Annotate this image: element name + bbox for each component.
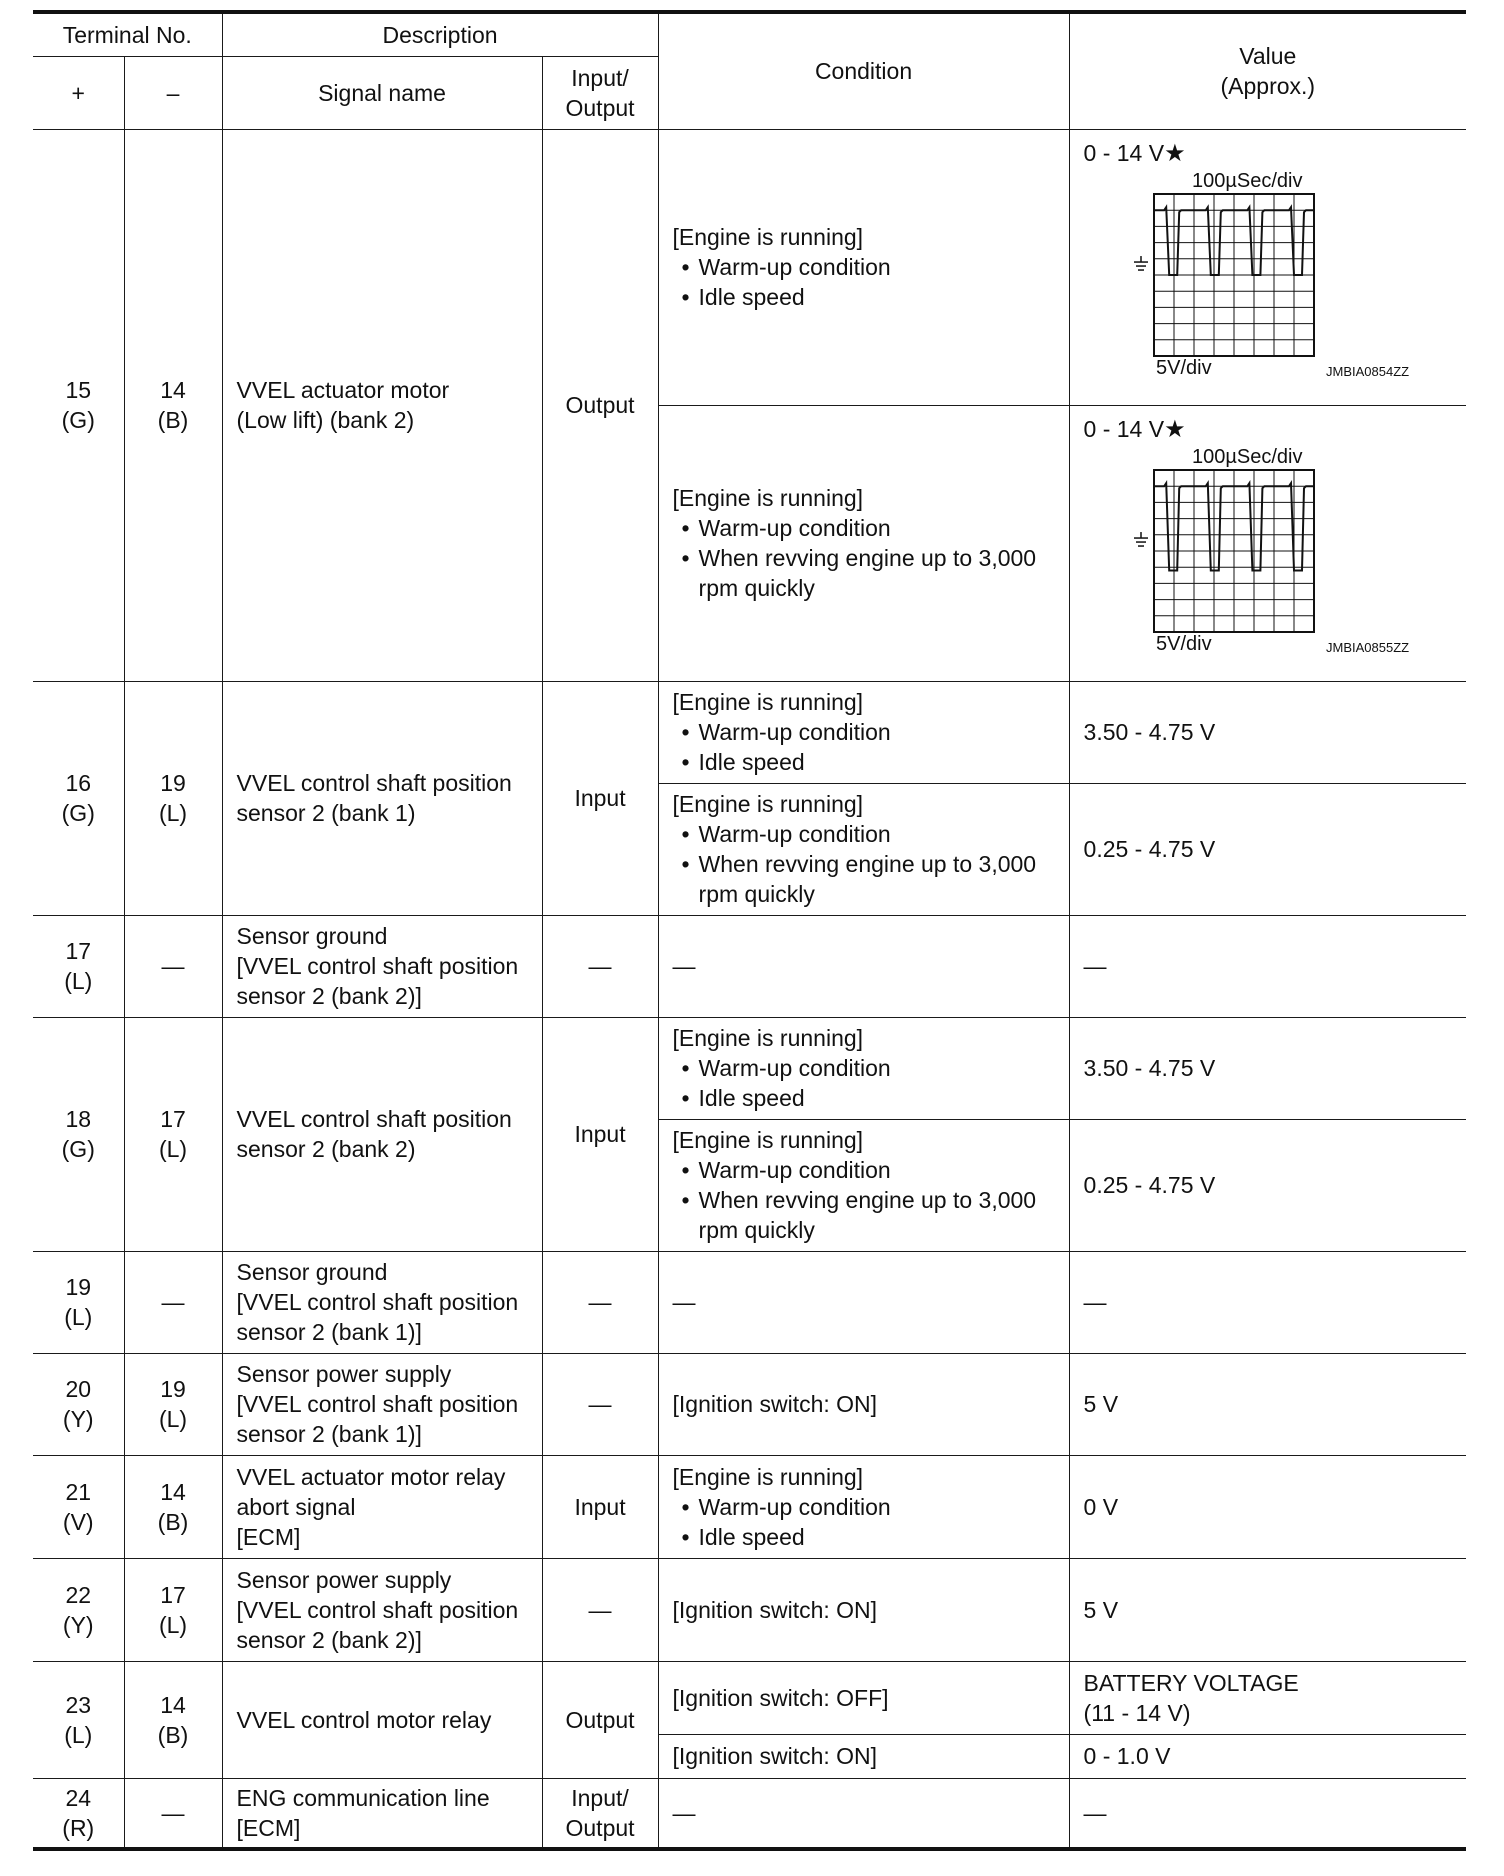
io-type-line: — <box>588 1596 612 1623</box>
io-type <box>542 1558 658 1661</box>
signal-name-line: VVEL actuator motor relay <box>236 1463 506 1490</box>
signal-name-line: Sensor power supply <box>236 1361 452 1387</box>
terminal-plus-line: 22 <box>65 1581 92 1608</box>
signal-name-line: sensor 2 (bank 2)] <box>236 983 422 1009</box>
io-type <box>542 1455 658 1558</box>
signal-name-line: sensor 2 (bank 2) <box>236 1136 416 1162</box>
io-type-line: Input <box>574 785 626 811</box>
terminal-minus-line: (B) <box>157 1721 189 1748</box>
star-icon: ★ <box>1164 139 1186 167</box>
io-type <box>542 1778 658 1849</box>
value <box>1069 1778 1466 1849</box>
value <box>1069 1661 1466 1734</box>
condition <box>658 1455 1069 1558</box>
signal-name-line: VVEL control motor relay <box>236 1706 492 1733</box>
header-io-line2: Output <box>565 94 635 121</box>
value-text: 3.50 - 4.75 V <box>1083 1055 1216 1081</box>
value-text: — <box>1083 1799 1107 1826</box>
condition <box>658 1661 1069 1734</box>
terminal-minus <box>124 681 222 915</box>
condition <box>658 129 1069 405</box>
io-type-line: — <box>588 1289 612 1315</box>
terminal-minus <box>124 1251 222 1353</box>
header-io <box>542 56 658 129</box>
value-range <box>1084 414 1453 444</box>
signal-name-line: [ECM] <box>236 1523 301 1550</box>
header-value <box>1069 12 1466 129</box>
io-type-line: — <box>588 953 612 979</box>
terminal-minus-line: 14 <box>160 1691 186 1718</box>
condition-text: — <box>672 1289 696 1315</box>
value-text: 3.50 - 4.75 V <box>1083 719 1216 745</box>
condition-bullet: • Idle speed <box>673 747 1055 777</box>
header-value-line2: (Approx.) <box>1220 73 1316 100</box>
terminal-plus-line: 15 <box>65 377 92 403</box>
signal-name <box>222 1353 542 1455</box>
terminal-minus-line: — <box>161 1289 185 1315</box>
figure-code: JMBIA0854ZZ <box>1325 363 1409 379</box>
terminal-minus <box>124 1455 222 1558</box>
value-text-2: (11 - 14 V) <box>1083 1699 1191 1726</box>
terminal-minus <box>124 129 222 681</box>
value <box>1069 1734 1466 1778</box>
io-type-line: Output <box>565 1706 635 1733</box>
condition-bullet: • When revving engine up to 3,000 rpm quickly <box>673 543 1055 603</box>
terminal-minus-line: (L) <box>158 1611 188 1638</box>
io-type-line: Input/ <box>571 1784 629 1811</box>
signal-name-line: VVEL actuator motor <box>236 377 450 403</box>
condition <box>658 1353 1069 1455</box>
value-text: BATTERY VOLTAGE <box>1083 1669 1299 1696</box>
terminal-plus-line: (G) <box>61 800 95 826</box>
terminal-plus <box>33 1778 124 1849</box>
signal-name-line: sensor 2 (bank 1)] <box>236 1421 422 1447</box>
signal-name-line: [ECM] <box>236 1814 301 1841</box>
signal-name-line: VVEL control shaft position <box>236 770 512 796</box>
condition-bullet: • Warm-up condition <box>673 1155 1055 1185</box>
signal-name-line: Sensor ground <box>236 1259 388 1285</box>
signal-name <box>222 1017 542 1251</box>
terminal-plus <box>33 1251 124 1353</box>
condition <box>658 681 1069 783</box>
io-type-line: Output <box>565 392 635 418</box>
terminal-minus <box>124 1661 222 1778</box>
condition <box>658 405 1069 681</box>
condition-text: [Ignition switch: ON] <box>672 1596 878 1623</box>
terminal-minus-line: 17 <box>160 1581 186 1608</box>
terminal-plus-line: (L) <box>64 1304 93 1330</box>
io-type-line: — <box>588 1391 612 1417</box>
value <box>1069 783 1466 915</box>
terminal-minus-line: 19 <box>160 1376 186 1402</box>
signal-name-line: Sensor power supply <box>236 1566 452 1593</box>
table-row <box>33 1778 1466 1849</box>
table-row <box>33 1353 1466 1455</box>
condition-text: — <box>672 953 696 979</box>
condition <box>658 783 1069 915</box>
condition-bullet: • Warm-up condition <box>673 1053 1055 1083</box>
terminal-minus <box>124 915 222 1017</box>
volt-div-label: 5V/div <box>1155 632 1212 655</box>
signal-name-line: [VVEL control shaft position <box>236 1289 519 1315</box>
terminal-plus <box>33 1558 124 1661</box>
condition-head: [Engine is running] <box>672 791 864 817</box>
value-range-text: 0 - 14 V <box>1083 139 1165 166</box>
signal-name <box>222 129 542 681</box>
terminal-plus-line: (L) <box>64 1721 93 1748</box>
terminal-minus-line: (L) <box>158 1136 188 1162</box>
header-description: Description <box>222 12 658 56</box>
value <box>1069 1251 1466 1353</box>
condition <box>658 1017 1069 1119</box>
oscilloscope-figure <box>1084 170 1464 385</box>
condition <box>658 1119 1069 1251</box>
terminal-plus-line: 17 <box>65 938 92 964</box>
condition <box>658 1778 1069 1849</box>
terminal-plus-line: (L) <box>64 968 93 994</box>
table-row <box>33 1017 1466 1119</box>
condition-head: [Engine is running] <box>672 1127 864 1153</box>
io-type-line: Output <box>565 1814 635 1841</box>
signal-name <box>222 1455 542 1558</box>
io-type <box>542 915 658 1017</box>
terminal-plus <box>33 1455 124 1558</box>
condition-bullet: • Warm-up condition <box>673 717 1055 747</box>
terminal-minus-line: (L) <box>158 800 188 826</box>
condition <box>658 915 1069 1017</box>
signal-name <box>222 915 542 1017</box>
oscilloscope-waveform <box>1084 170 1453 392</box>
terminal-plus <box>33 1017 124 1251</box>
condition-bullet: • When revving engine up to 3,000 rpm quickly <box>673 1185 1055 1245</box>
table-row <box>33 1251 1466 1353</box>
condition-bullet: • Warm-up condition <box>673 1492 1055 1522</box>
io-type <box>542 129 658 681</box>
terminal-minus-line: — <box>161 1799 185 1826</box>
table-body <box>33 129 1466 1849</box>
star-icon: ★ <box>1164 415 1186 443</box>
signal-name-line: [VVEL control shaft position <box>236 1391 519 1417</box>
terminal-plus <box>33 915 124 1017</box>
condition-text: [Ignition switch: ON] <box>672 1391 878 1417</box>
header-plus: + <box>33 56 124 129</box>
time-div-label: 100µSec/div <box>1191 169 1303 192</box>
signal-name-line: [VVEL control shaft position <box>236 1596 519 1623</box>
terminal-minus-line: (B) <box>157 407 189 433</box>
signal-name-line: ENG communication line <box>236 1784 490 1811</box>
io-type-line: Input <box>574 1493 626 1520</box>
terminal-minus-line: (B) <box>157 1508 189 1535</box>
terminal-plus-line: 18 <box>65 1106 92 1132</box>
terminal-minus <box>124 1558 222 1661</box>
table-row <box>33 1661 1466 1734</box>
header-value-line1: Value <box>1239 43 1297 70</box>
oscilloscope-figure <box>1084 446 1464 661</box>
io-type <box>542 1251 658 1353</box>
table-row <box>33 1455 1466 1558</box>
condition-bullet: • Warm-up condition <box>673 252 1055 282</box>
io-type <box>542 681 658 915</box>
condition-head: [Engine is running] <box>672 485 864 511</box>
condition-head: [Engine is running] <box>672 689 864 715</box>
value-text: — <box>1083 1289 1107 1315</box>
value-range-text: 0 - 14 V <box>1083 415 1165 442</box>
signal-name <box>222 681 542 915</box>
value <box>1069 1455 1466 1558</box>
terminal-plus-line: 20 <box>65 1376 92 1402</box>
terminal-plus-line: 21 <box>65 1478 92 1505</box>
condition-bullet: • Warm-up condition <box>673 513 1055 543</box>
value <box>1069 1017 1466 1119</box>
terminal-plus-line: 23 <box>65 1691 92 1718</box>
signal-name-line: abort signal <box>236 1493 356 1520</box>
condition-bullet: • When revving engine up to 3,000 rpm quickly <box>673 849 1055 909</box>
condition-text: — <box>672 1799 696 1826</box>
terminal-plus-line: 24 <box>65 1784 92 1811</box>
terminal-plus-line: 19 <box>65 1274 92 1300</box>
table-row <box>33 915 1466 1017</box>
terminal-minus <box>124 1778 222 1849</box>
value-text: 5 V <box>1083 1596 1119 1623</box>
value-range <box>1084 138 1453 168</box>
terminal-plus-line: (Y) <box>62 1611 94 1638</box>
header-terminal-no: Terminal No. <box>33 12 222 56</box>
header-condition: Condition <box>658 12 1069 129</box>
condition-head: [Engine is running] <box>672 1463 864 1490</box>
signal-name <box>222 1661 542 1778</box>
table-row <box>33 129 1466 405</box>
terminal-spec-table <box>33 10 1466 1851</box>
terminal-plus <box>33 681 124 915</box>
header-signal-name: Signal name <box>222 56 542 129</box>
value <box>1069 129 1466 405</box>
value <box>1069 681 1466 783</box>
condition-bullet: • Idle speed <box>673 1083 1055 1113</box>
terminal-plus <box>33 129 124 681</box>
oscilloscope-waveform <box>1084 446 1453 668</box>
condition <box>658 1558 1069 1661</box>
header-io-line1: Input/ <box>571 64 629 91</box>
signal-name <box>222 1251 542 1353</box>
signal-name <box>222 1778 542 1849</box>
terminal-minus <box>124 1017 222 1251</box>
io-type <box>542 1353 658 1455</box>
terminal-plus-line: (G) <box>61 1136 95 1162</box>
terminal-minus-line: 19 <box>160 770 186 796</box>
terminal-plus-line: (G) <box>61 407 95 433</box>
condition-text: [Ignition switch: ON] <box>672 1743 878 1769</box>
table-row <box>33 681 1466 783</box>
io-type <box>542 1017 658 1251</box>
io-type-line: Input <box>574 1121 626 1147</box>
value <box>1069 1119 1466 1251</box>
terminal-plus-line: (Y) <box>62 1406 94 1432</box>
figure-code: JMBIA0855ZZ <box>1325 639 1409 655</box>
signal-name <box>222 1558 542 1661</box>
value-text: 0 V <box>1083 1493 1119 1520</box>
table-row <box>33 1558 1466 1661</box>
terminal-plus-line: (R) <box>62 1814 95 1841</box>
signal-name-line: Sensor ground <box>236 923 388 949</box>
value <box>1069 915 1466 1017</box>
signal-name-line: (Low lift) (bank 2) <box>236 407 415 433</box>
condition-head: [Engine is running] <box>672 1025 864 1051</box>
signal-name-line: sensor 2 (bank 1) <box>236 800 416 826</box>
value-text: — <box>1083 953 1107 979</box>
time-div-label: 100µSec/div <box>1191 445 1303 468</box>
volt-div-label: 5V/div <box>1155 356 1212 379</box>
io-type <box>542 1661 658 1778</box>
terminal-plus <box>33 1661 124 1778</box>
value-text: 0.25 - 4.75 V <box>1083 1172 1216 1198</box>
terminal-plus-line: (V) <box>62 1508 94 1535</box>
signal-name-line: sensor 2 (bank 1)] <box>236 1319 422 1345</box>
value <box>1069 1353 1466 1455</box>
terminal-minus-line: 14 <box>160 1478 186 1505</box>
terminal-minus <box>124 1353 222 1455</box>
value-text: 0 - 1.0 V <box>1083 1743 1171 1769</box>
terminal-minus-line: 14 <box>160 377 186 403</box>
value <box>1069 1558 1466 1661</box>
signal-name-line: [VVEL control shaft position <box>236 953 519 979</box>
condition-bullet: • Warm-up condition <box>673 819 1055 849</box>
value-text: 5 V <box>1083 1391 1119 1417</box>
condition <box>658 1734 1069 1778</box>
header-minus: – <box>124 56 222 129</box>
signal-name-line: VVEL control shaft position <box>236 1106 512 1132</box>
condition <box>658 1251 1069 1353</box>
condition-bullet: • Idle speed <box>673 282 1055 312</box>
condition-head: [Engine is running] <box>672 224 864 250</box>
terminal-plus <box>33 1353 124 1455</box>
value <box>1069 405 1466 681</box>
terminal-minus-line: (L) <box>158 1406 188 1432</box>
signal-name-line: sensor 2 (bank 2)] <box>236 1626 422 1653</box>
terminal-minus-line: 17 <box>160 1106 186 1132</box>
value-text: 0.25 - 4.75 V <box>1083 836 1216 862</box>
condition-text: [Ignition switch: OFF] <box>672 1684 889 1711</box>
terminal-plus-line: 16 <box>65 770 92 796</box>
condition-bullet: • Idle speed <box>673 1522 1055 1552</box>
terminal-minus-line: — <box>161 953 185 979</box>
